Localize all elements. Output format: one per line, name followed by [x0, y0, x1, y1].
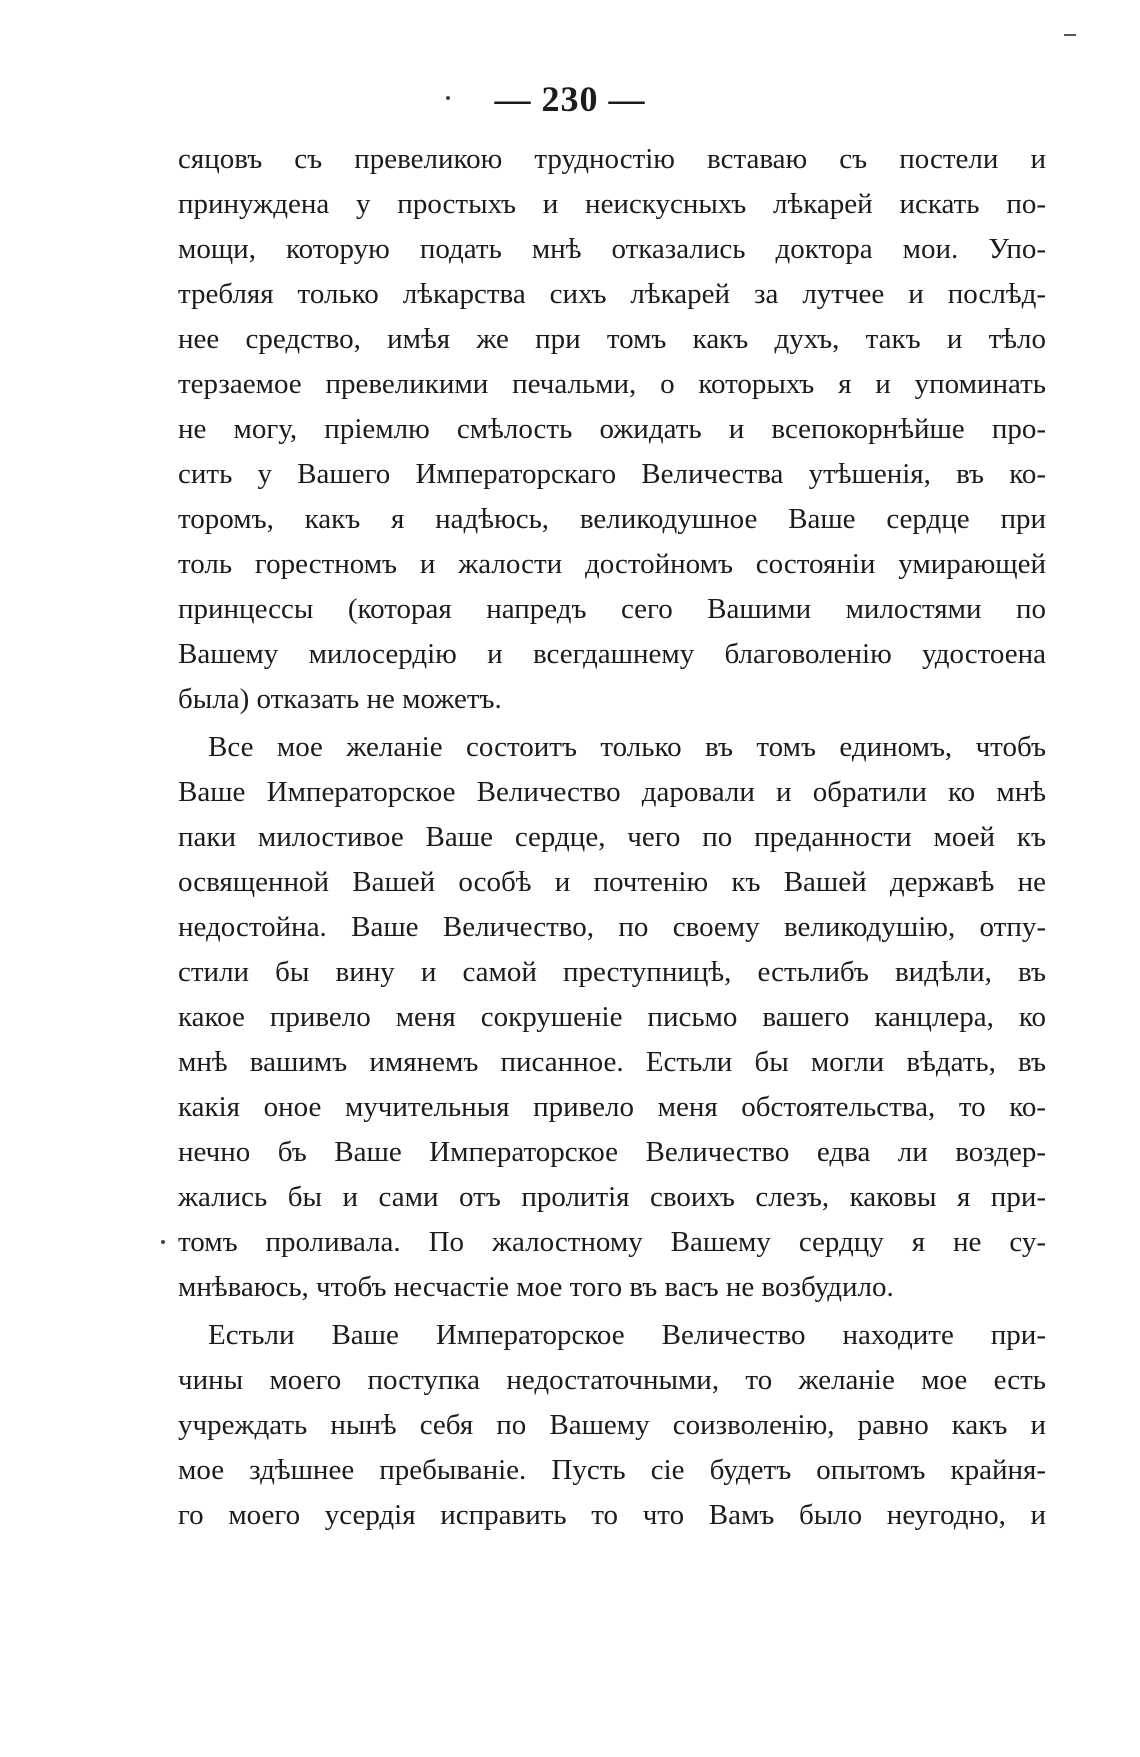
text-line: освященной Вашей особѣ и почтенію къ Вашей державѣ не: [178, 866, 1046, 898]
text-line: терзаемое превеликими печальми, о которыхъ я и упоминать: [178, 368, 1046, 400]
text-line: сяцовъ съ превеликою трудностію вставаю съ постели и: [178, 143, 1046, 175]
text-line: была) отказать не можетъ.: [178, 683, 502, 715]
speck-mark: [446, 96, 450, 100]
text-line: томъ проливала. По жалостному Вашему сердцу я не су-: [178, 1226, 1046, 1258]
text-line: жались бы и сами отъ пролитія своихъ слезъ, каковы я при-: [178, 1181, 1046, 1213]
text-line: мое здѣшнее пребываніе. Пусть сіе будетъ опытомъ крайня-: [178, 1454, 1046, 1486]
text-line: Ваше Императорское Величество даровали и обратили ко мнѣ: [178, 776, 1046, 808]
text-line: мощи, которую подать мнѣ отказались доктора мои. Упо-: [178, 233, 1046, 265]
page-number: — 230 —: [494, 79, 646, 119]
paragraph-first-line: Все мое желаніе состоитъ только въ томъ единомъ, чтобъ: [208, 731, 1046, 763]
text-line: толь горестномъ и жалости достойномъ состояніи умирающей: [178, 548, 1046, 580]
text-line: мнѣ вашимъ имянемъ писанное. Естьли бы могли вѣдать, въ: [178, 1046, 1046, 1078]
text-line: принуждена у простыхъ и неискусныхъ лѣкарей искать по-: [178, 188, 1046, 220]
text-line: какое привело меня сокрушеніе письмо вашего канцлера, ко: [178, 1001, 1046, 1033]
text-line: недостойна. Ваше Величество, по своему великодушію, отпу-: [178, 911, 1046, 943]
text-line: паки милостивое Ваше сердце, чего по преданности моей къ: [178, 821, 1046, 853]
text-line: Вашему милосердію и всегдашнему благоволенію удостоена: [178, 638, 1046, 670]
text-line: нее средство, имѣя же при томъ какъ духъ, такъ и тѣло: [178, 323, 1046, 355]
text-line: торомъ, какъ я надѣюсь, великодушное Ваше сердце при: [178, 503, 1046, 535]
text-line: требляя только лѣкарства сихъ лѣкарей за лутчее и послѣд-: [178, 278, 1046, 310]
paragraph-first-line: Естьли Ваше Императорское Величество находите при-: [208, 1319, 1046, 1351]
text-line: не могу, пріемлю смѣлость ожидать и всепокорнѣйше про-: [178, 413, 1046, 445]
text-line: чины моего поступка недостаточными, то желаніе мое есть: [178, 1364, 1046, 1396]
text-line: нечно бъ Ваше Императорское Величество едва ли воздер-: [178, 1136, 1046, 1168]
text-line: мнѣваюсь, чтобъ несчастіе мое того въ васъ не возбудило.: [178, 1271, 894, 1303]
text-line: го моего усердія исправить то что Вамъ было неугодно, и: [178, 1499, 1046, 1531]
text-line: стили бы вину и самой преступницѣ, естьлибъ видѣли, въ: [178, 956, 1046, 988]
text-line: принцессы (которая напредъ сего Вашими милостями по: [178, 593, 1046, 625]
edge-mark: [1064, 34, 1076, 36]
text-line: какія оное мучительныя привело меня обстоятельства, то ко-: [178, 1091, 1046, 1123]
text-line: сить у Вашего Императорскаго Величества утѣшенія, въ ко-: [178, 458, 1046, 490]
speck-mark: [161, 1240, 165, 1244]
text-line: учреждать нынѣ себя по Вашему соизволенію, равно какъ и: [178, 1409, 1046, 1441]
